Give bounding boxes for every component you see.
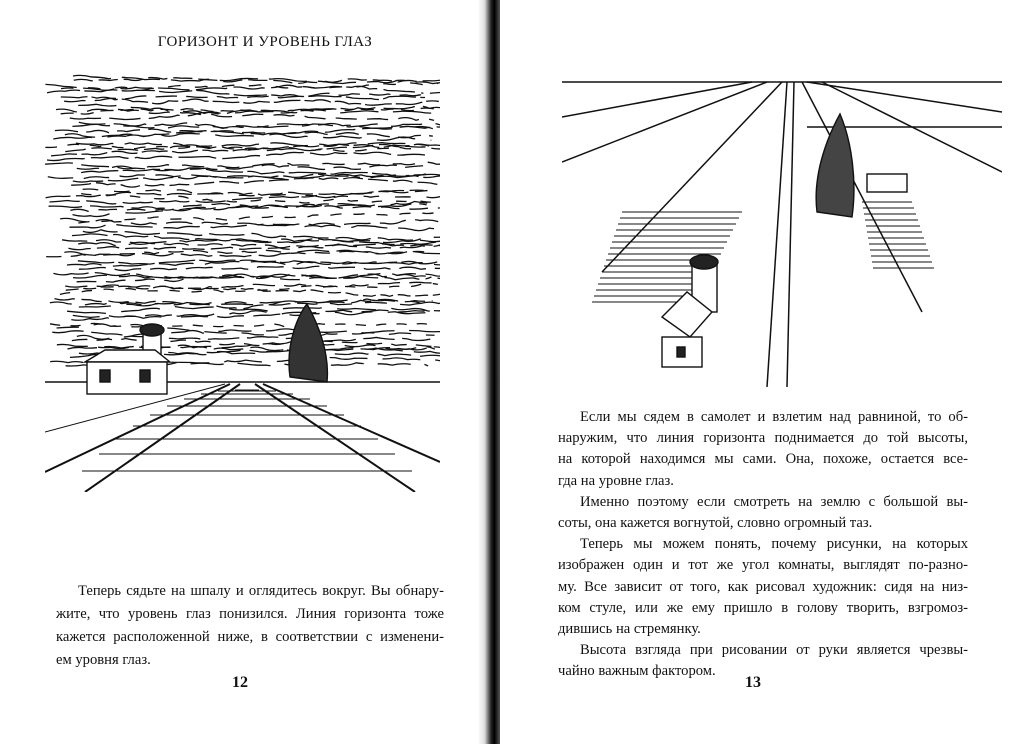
text-line: соты, она кажется вогнутой, словно огромный таз. xyxy=(558,515,873,532)
text-line: му. Все зависит от того, как рисовал художник: сидя на низ- xyxy=(558,578,968,595)
railway-clouds-illustration xyxy=(45,72,440,492)
body-text xyxy=(56,580,444,672)
text-line: на которой находимся мы сами. Она, похоже, остается все- xyxy=(558,451,968,468)
text-line: гда на уровне глаз. xyxy=(558,472,674,489)
text-line: жите, что уровень глаз понизился. Линия горизонта тоже xyxy=(56,606,444,622)
right-page xyxy=(500,0,1024,744)
aerial-view-illustration xyxy=(562,22,1002,387)
text-line: Высота взгляда при рисовании от руки является чрезвы- xyxy=(580,642,968,659)
left-page xyxy=(0,0,478,744)
body-text xyxy=(558,407,968,683)
text-line: Именно поэтому если смотреть на землю с большой вы- xyxy=(580,493,968,510)
text-line: Теперь сядьте на шпалу и оглядитесь вокруг. Вы обнару- xyxy=(78,583,444,599)
text-line: чайно важным фактором. xyxy=(558,663,716,680)
text-line: наружим, что линия горизонта поднимается до той высоты, xyxy=(558,430,968,447)
running-title: ГОРИЗОНТ И УРОВЕНЬ ГЛАЗ xyxy=(157,34,373,50)
page-number: 13 xyxy=(745,674,761,691)
text-line: Теперь мы можем понять, почему рисунки, на которых xyxy=(580,536,968,553)
text-line: дившись на стремянку. xyxy=(558,621,701,638)
book-gutter xyxy=(478,0,500,744)
text-line: изображен один и тот же угол комнаты, выглядят по-разно- xyxy=(558,557,968,574)
text-line: ком стуле, или же ему пришло в голову творить, взгромоз- xyxy=(558,599,968,616)
text-line: кажется расположенной ниже, в соответствии с изменени- xyxy=(56,629,444,645)
text-line: Если мы сядем в самолет и взлетим над равниной, то об- xyxy=(580,409,968,425)
text-line: ем уровня глаз. xyxy=(56,652,151,668)
page-number: 12 xyxy=(232,674,248,691)
